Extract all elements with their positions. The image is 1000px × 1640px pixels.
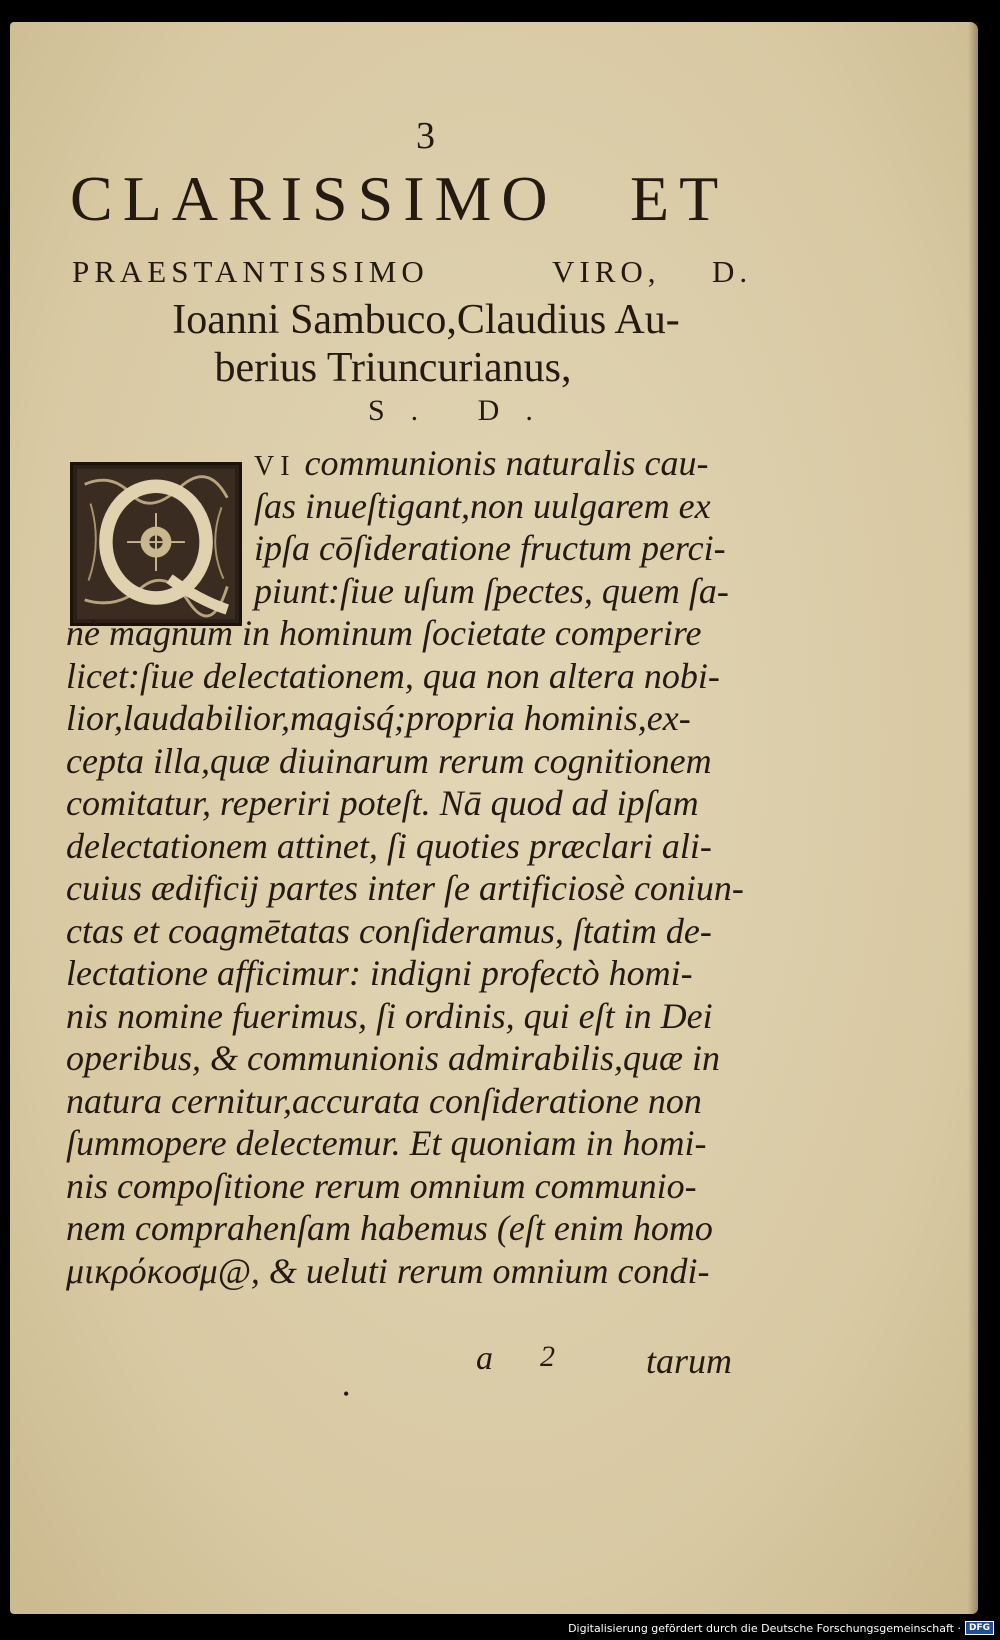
dfg-logo: DFG xyxy=(965,1621,994,1635)
ornament-dot: • xyxy=(343,1384,350,1404)
title-word-d: D. xyxy=(712,254,753,289)
title-line-3: Ioanni Sambuco,Claudius Au- xyxy=(172,297,680,343)
text-line: cepta illa,quæ diuinarum rerum cognitionem xyxy=(66,740,712,781)
text-line: nè magnum in hominum ſocietate comperire xyxy=(66,613,702,653)
title-word-viro: VIRO, xyxy=(552,254,661,289)
salutation: S. D. xyxy=(368,394,559,427)
text-line: ſummopere delectemur. Et quoniam in homi- xyxy=(66,1123,707,1163)
main-text-block xyxy=(66,442,766,1292)
text-line: lectatione afficimur: indigni profectò homi- xyxy=(66,953,693,993)
title-word-et: ET xyxy=(630,163,729,234)
initial-caps: VI xyxy=(254,451,296,482)
credit-text: Digitalisierung gefördert durch die Deutsche Forschungsgemeinschaft · xyxy=(568,1621,961,1635)
text-line: μικρόκοσμ@, & ueluti rerum omnium condi- xyxy=(66,1250,710,1291)
page-edge-shadow xyxy=(968,22,978,1614)
text-line: operibus, & communionis admirabilis,quæ in xyxy=(66,1038,721,1078)
catchword: tarum xyxy=(646,1341,733,1381)
book-page xyxy=(10,22,978,1614)
title-word-praestantissimo: PRAESTANTISSIMO xyxy=(72,254,429,289)
title-word-clarissimo: CLARISSIMO xyxy=(70,163,558,234)
title-line-4: berius Triuncurianus, xyxy=(214,345,572,391)
text-line: delectationem attinet, ſi quoties præclari ali- xyxy=(66,825,712,866)
digitization-credit xyxy=(568,1618,994,1638)
text-line: nis compoſitione rerum omnium communio- xyxy=(66,1165,697,1206)
text-line xyxy=(66,442,766,485)
text-line: cuius ædificij partes inter ſe artificiosè coniun- xyxy=(66,868,744,908)
text-line: ſas inueſtigant,non uulgarem ex xyxy=(254,485,711,526)
text-line-content: communionis naturalis cau- xyxy=(295,443,709,483)
title-line-2 xyxy=(72,254,772,290)
text-line: nis nomine fuerimus, ſi ordinis, qui eſt in Dei xyxy=(66,995,713,1036)
title-line-1 xyxy=(70,162,770,236)
signature-mark-number: 2 xyxy=(540,1340,555,1373)
text-line: comitatur, reperiri poteſt. Nā quod ad ipſam xyxy=(66,783,699,823)
signature-mark-letter: a xyxy=(476,1340,493,1377)
text-line: nem comprahenſam habemus (eſt enim homo xyxy=(66,1208,713,1248)
text-line: lior,laudabilior,magisq́;propria hominis,ex- xyxy=(66,698,691,738)
text-line: natura cernitur,accurata conſideratione non xyxy=(66,1080,702,1121)
text-line: licet:ſiue delectationem, qua non altera nobi- xyxy=(66,655,720,696)
text-line: piunt:ſiue uſum ſpectes, quem ſa- xyxy=(254,570,729,611)
text-line: ipſa cōſideratione fructum perci- xyxy=(254,528,726,568)
page-number: 3 xyxy=(416,115,435,157)
text-line: ctas et coagmētatas conſideramus, ſtatim de- xyxy=(66,910,712,951)
